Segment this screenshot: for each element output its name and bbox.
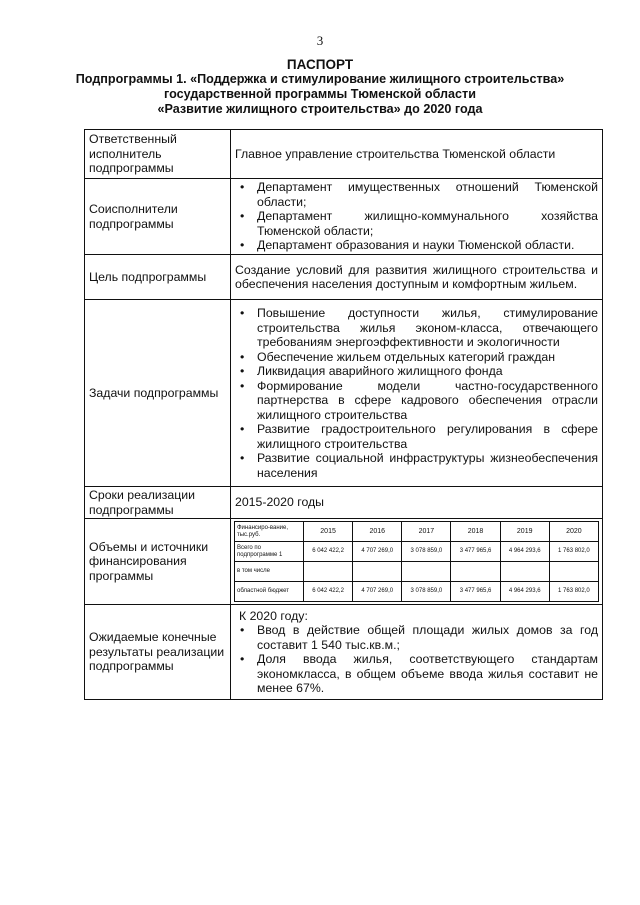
amount-cell: 1 763 802,0 (549, 582, 598, 602)
value-responsible: Главное управление строительства Тюменской области (231, 130, 603, 179)
passport-table (84, 129, 603, 700)
funding-header-label: Финансиро-вание, тыс.руб. (235, 522, 304, 542)
amount-cell: 4 707 269,0 (353, 542, 402, 562)
funding-total-label: Всего по подпрограмме 1 (235, 542, 304, 562)
year-cell: 2019 (500, 522, 549, 542)
list-item: • Развитие градостроительного регулирования в сфере жилищного строительства (240, 422, 598, 451)
funding-total-row (235, 542, 599, 562)
passport-title: ПАСПОРТ (286, 57, 354, 72)
list-item: • Ликвидация аварийного жилищного фонда (240, 364, 503, 378)
funding-header-row (235, 522, 599, 542)
year-cell: 2015 (304, 522, 353, 542)
row-coexecutors (85, 179, 603, 255)
bullet-icon: • (240, 422, 245, 436)
list-item: • Департамент жилищно-коммунального хозяйства Тюменской области; (240, 209, 598, 238)
amount-cell: 1 763 802,0 (549, 542, 598, 562)
bullet-icon: • (240, 364, 245, 378)
bullet-icon: • (240, 652, 245, 666)
bullet-icon: • (240, 180, 245, 195)
bullet-icon: • (240, 306, 245, 320)
funding-regional-label: областной бюджет (235, 582, 304, 602)
passport-title-block (70, 57, 570, 117)
year-cell: 2016 (353, 522, 402, 542)
value-funding (231, 519, 603, 605)
label-terms: Сроки реализации подпрограммы (85, 487, 231, 519)
value-goal: Создание условий для развития жилищного строительства и обеспечения населения доступным и комфортным жильем. (231, 255, 603, 300)
value-results (231, 605, 603, 700)
label-funding: Объемы и источники финансирования программы (85, 519, 231, 605)
list-item: • Формирование модели частно-государственного партнерства в сфере кадрового обеспечения отрасли жилищного строительства (240, 378, 598, 422)
funding-regional-row (235, 582, 599, 602)
value-terms: 2015-2020 годы (231, 487, 603, 519)
year-cell: 2017 (402, 522, 451, 542)
amount-cell: 3 078 859,0 (402, 582, 451, 602)
bullet-icon: • (240, 349, 245, 364)
subprogram-title: Подпрограммы 1. «Поддержка и стимулирование жилищного строительства» (75, 72, 565, 86)
label-results: Ожидаемые конечные результаты реализации подпрограммы (85, 605, 231, 700)
funding-including-row (235, 562, 599, 582)
program-title-line: государственной программы Тюменской области (164, 87, 476, 101)
results-intro: К 2020 году: (239, 608, 308, 623)
amount-cell: 6 042 422,2 (304, 582, 353, 602)
bullet-icon: • (240, 378, 245, 393)
row-goal (85, 255, 603, 300)
funding-table (234, 521, 599, 602)
label-coexecutors: Соисполнители подпрограммы (85, 179, 231, 255)
program-name-line: «Развитие жилищного строительства» до 2020 года (157, 102, 483, 116)
amount-cell: 3 477 965,6 (451, 582, 500, 602)
year-cell: 2020 (549, 522, 598, 542)
list-item: • Департамент образования и науки Тюменской области. (240, 238, 575, 253)
bullet-icon: • (240, 238, 245, 253)
label-tasks: Задачи подпрограммы (85, 300, 231, 487)
label-goal: Цель подпрограммы (85, 255, 231, 300)
amount-cell: 4 964 293,6 (500, 582, 549, 602)
amount-cell: 4 964 293,6 (500, 542, 549, 562)
amount-cell: 4 707 269,0 (353, 582, 402, 602)
row-responsible (85, 130, 603, 179)
bullet-icon: • (240, 209, 245, 224)
amount-cell: 3 477 965,6 (451, 542, 500, 562)
value-coexecutors (231, 179, 603, 255)
label-responsible: Ответственный исполнитель подпрограммы (85, 130, 231, 179)
list-item: • Развитие социальной инфраструктуры жизнеобеспечения населения (240, 451, 598, 480)
year-cell: 2018 (451, 522, 500, 542)
funding-including-label: в том числе (235, 562, 304, 582)
list-item: • Департамент имущественных отношений Тюменской области; (240, 180, 598, 209)
list-item: • Доля ввода жилья, соответствующего стандартам экономкласса, в общем объеме ввода жилья составит не менее 67%. (240, 652, 598, 695)
row-results (85, 605, 603, 700)
bullet-icon: • (240, 451, 245, 465)
list-item: • Повышение доступности жилья, стимулирование строительства жилья эконом-класса, отвечающего требованиям энергоэффективности и экологичности (240, 306, 598, 349)
value-tasks (231, 300, 603, 487)
row-funding (85, 519, 603, 605)
list-item: • Обеспечение жильем отдельных категорий граждан (240, 349, 556, 364)
bullet-icon: • (240, 623, 245, 637)
amount-cell: 6 042 422,2 (304, 542, 353, 562)
row-terms (85, 487, 603, 519)
page-number: 3 (316, 33, 324, 48)
row-tasks (85, 300, 603, 487)
amount-cell: 3 078 859,0 (402, 542, 451, 562)
list-item: • Ввод в действие общей площади жилых домов за год составит 1 540 тыс.кв.м.; (240, 623, 598, 652)
